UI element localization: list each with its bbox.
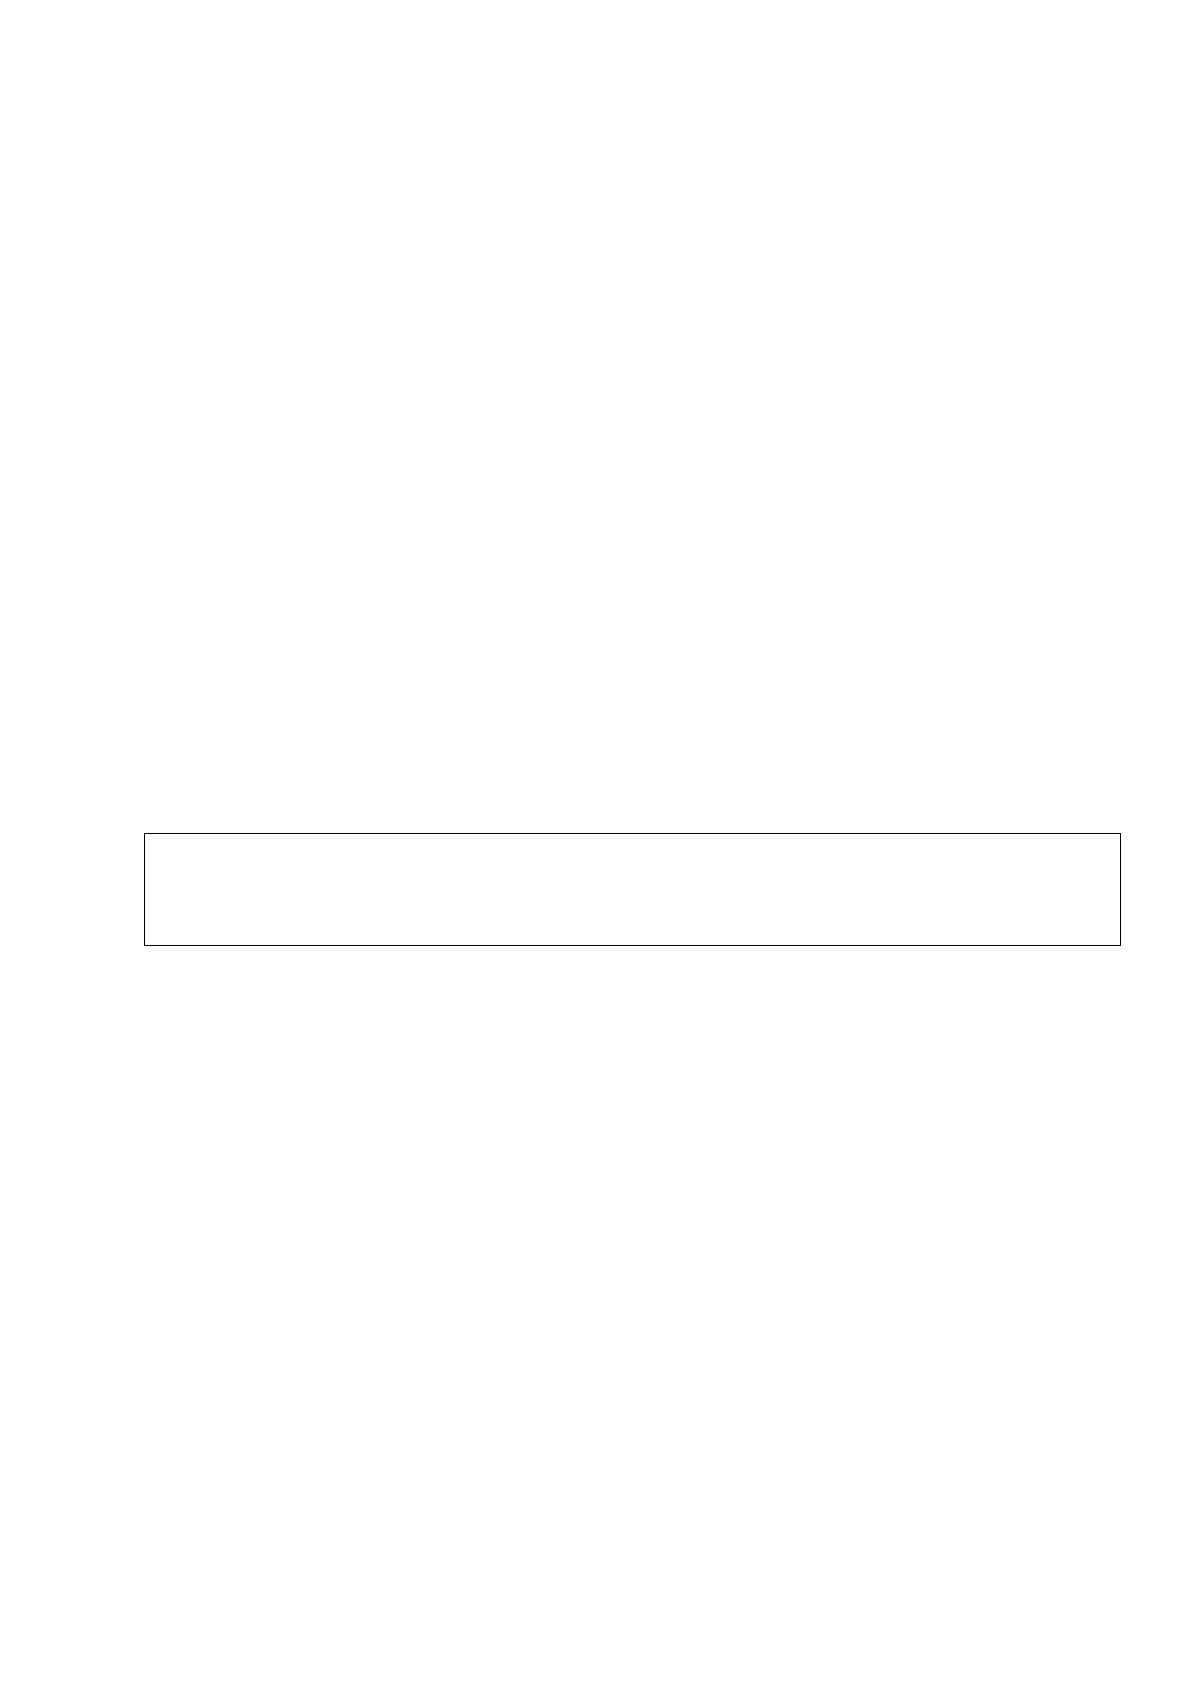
budget-table xyxy=(144,833,1121,946)
table-header-cell xyxy=(145,834,1121,946)
table-header-row xyxy=(145,834,1121,946)
